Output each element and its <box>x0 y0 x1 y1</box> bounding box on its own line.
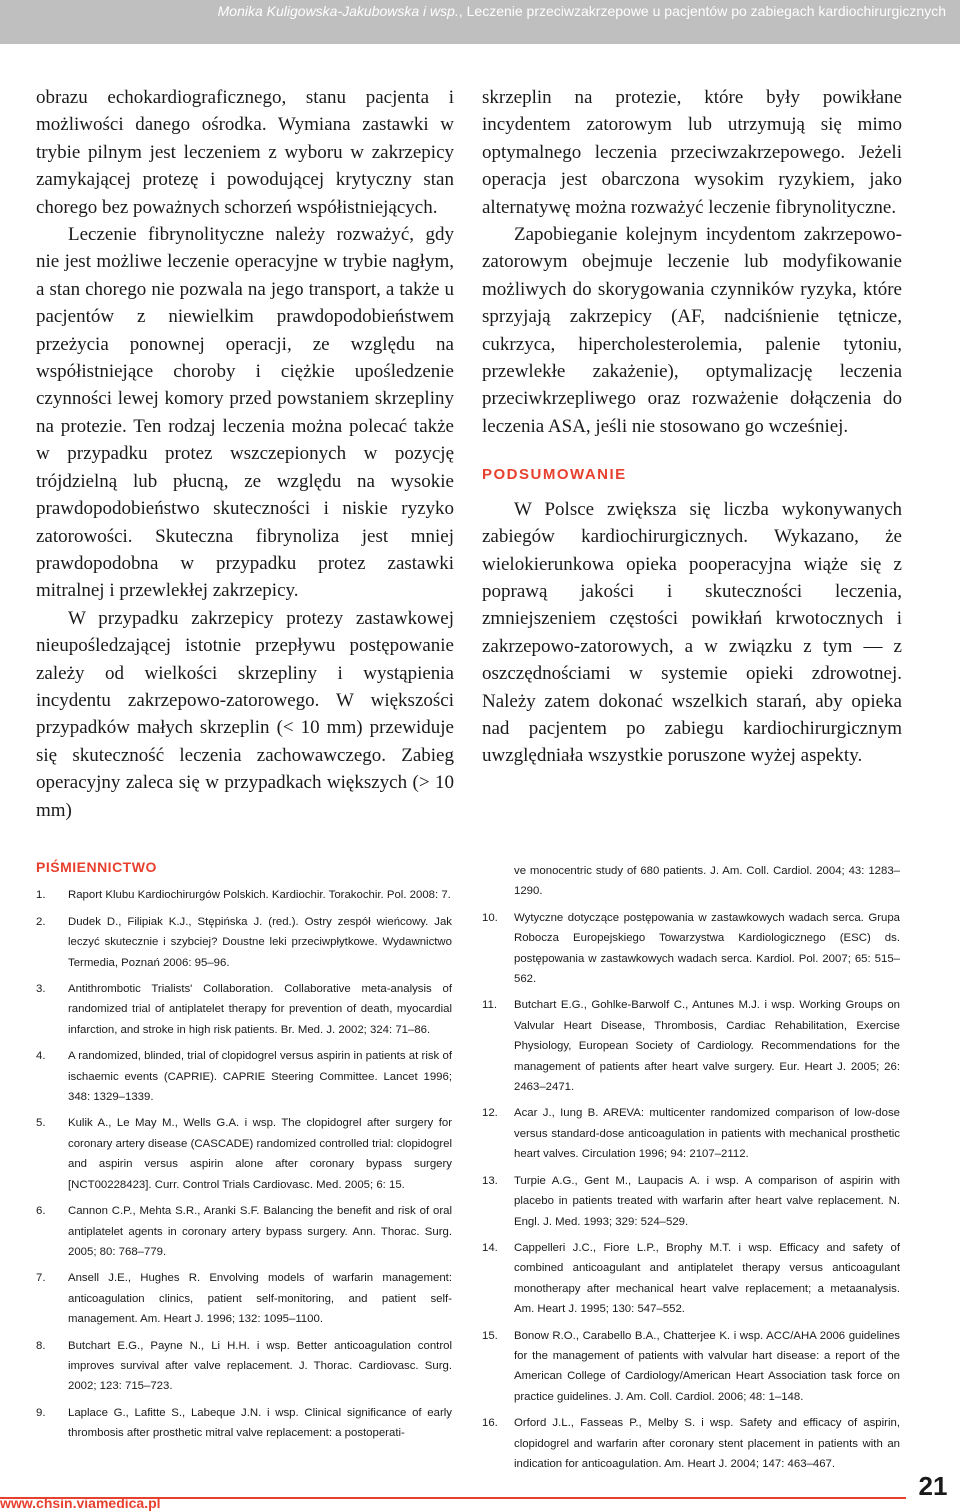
left-text-column <box>36 84 454 824</box>
reference-item <box>482 1413 900 1474</box>
reference-number: 8. <box>36 1339 46 1352</box>
reference-item <box>482 1103 900 1164</box>
left-paragraph-1: obrazu echokardiograficznego, stanu pacjenta i możliwości danego ośrodka. Wymiana zastawki w trybie pilnym jest leczeniem z wyboru w zakrzepicy zamykającej protezę i powodującej krytyczny stan chorego bez poważnych schorzeń współistniejących. <box>36 87 454 218</box>
reference-number: 9. <box>36 1406 46 1419</box>
reference-item <box>36 1268 452 1329</box>
reference-item <box>36 1046 452 1107</box>
left-paragraph-2: Leczenie fibrynolityczne należy rozważyć, gdy nie jest możliwe leczenie operacyjne w trybie nagłym, a stan chorego nie pozwala na jego transport, a także u pacjentów z niewielkim prawdopodobieństwem przeżycia ponownej operacji, ze względu na współistniejące choroby i ciężkie upośledzenie czynności lewej komory przed powstaniem skrzepliny na protezie. Ten rodzaj leczenia można polecać także w przypadku protez wszczepionych w pozycję trójdzielną lub płucną, ze względu na wysokie prawdopodobieństwo skuteczności i niskie ryzyko zatorowości. Skuteczna fibrynoliza jest mniej prawdopodobna w przypadku protez zastawki mitralnej i przewlekłej zakrzepicy. <box>36 224 454 602</box>
reference-item <box>482 1238 900 1320</box>
reference-continuation: ve monocentric study of 680 patients. J. Am. Coll. Cardiol. 2004; 43: 1283–1290. <box>514 865 900 898</box>
reference-text: A randomized, blinded, trial of clopidogrel versus aspirin in patients at risk of ischaemic events (CAPRIE). CAPRIE Steering Committee. Lancet 1996; 348: 1329–1339. <box>68 1050 452 1104</box>
reference-number: 5. <box>36 1117 46 1130</box>
summary-paragraph: W Polsce zwiększa się liczba wykonywanych zabiegów kardiochirurgicznych. Wykazano, że wielokierunkowa opieka pooperacyjna wiąże się z poprawą jakości i skuteczności leczenia, zmniejszeniem częstości powikłań krwotocznych i zakrzepowo-zatorowych, a w związku z tym — z oszczędnościami w systemie opieki zdrowotnej. Należy zatem dokonać wszelkich starań, aby opieka nad pacjentem po zabiegu kardiochirurgicznym uwzględniała wszystkie poruszone wyżej aspekty. <box>482 498 902 767</box>
summary-heading: PODSUMOWANIE <box>482 466 627 484</box>
reference-text: Turpie A.G., Gent M., Laupacis A. i wsp. A comparison of aspirin with placebo in patients treated with warfarin after heart valve replacement. N. Engl. J. Med. 1993; 329: 524–529. <box>514 1174 900 1228</box>
reference-number: 13. <box>482 1174 498 1187</box>
references-left <box>36 857 452 1450</box>
header-authors: Monika Kuligowska-Jakubowska i wsp. <box>217 3 459 19</box>
reference-item <box>482 1171 900 1232</box>
reference-item <box>36 885 452 905</box>
reference-text: Kulik A., Le May M., Wells G.A. i wsp. The clopidogrel after surgery for coronary artery disease (CASCADE) randomized controlled trial: clopidogrel and aspirin versus aspirin alone after coronary bypass surgery [NCT00228423]. Curr. Control Trials Cardiovasc. Med. 2005; 6: 15. <box>68 1117 452 1191</box>
page-number: 21 <box>906 1468 960 1512</box>
reference-number: 6. <box>36 1205 46 1218</box>
reference-number: 4. <box>36 1050 46 1063</box>
reference-text: Butchart E.G., Gohlke-Barwolf C., Antunes M.J. i wsp. Working Groups on Valvular Heart Disease, Thrombosis, Cardiac Rehabilitation, Exercise Physiology, European Society of Cardiology. Recommendations for the management of patients after heart valve surgery. Eur. Heart J. 2005; 26: 2463–2471. <box>514 999 900 1094</box>
reference-number: 10. <box>482 911 498 924</box>
references-heading: PIŚMIENNICTWO <box>36 859 157 875</box>
left-paragraph-3: W przypadku zakrzepicy protezy zastawkowej nieupośledzającej istotnie przepływu postępowanie zależy od wielkości skrzepliny i wystąpienia incydentu zakrzepowo-zatorowego. W większości przypadków małych skrzeplin (< 10 mm) przewiduje się skuteczność leczenia zachowawczego. Zabieg operacyjny zaleca się w przypadkach większych (> 10 mm) <box>36 607 454 821</box>
reference-text: Dudek D., Filipiak K.J., Stępińska J. (red.). Ostry zespół wieńcowy. Jak leczyć skutecznie i szybciej? Doustne leki przeciwpłytkowe. Wydawnictwo Termedia, Poznań 2006: 95–96. <box>68 915 452 969</box>
reference-number: 11. <box>482 999 497 1012</box>
footer-url[interactable]: www.chsin.viamedica.pl <box>0 1495 161 1511</box>
reference-item <box>36 1403 452 1444</box>
references-right <box>482 861 900 1480</box>
reference-text: Laplace G., Lafitte S., Labeque J.N. i wsp. Clinical significance of early thrombosis after prosthetic mitral valve replacement: a postoperati- <box>68 1406 452 1440</box>
reference-item <box>36 979 452 1040</box>
header-title: , Leczenie przeciwzakrzepowe u pacjentów po zabiegach kardiochirurgicznych <box>458 3 946 19</box>
reference-item <box>36 1201 452 1262</box>
reference-text: Bonow R.O., Carabello B.A., Chatterjee K. i wsp. ACC/AHA 2006 guidelines for the management of patients with valvular hart disease: a report of the American College of Cardiology/American Heart Association task force on practice guidelines. J. Am. Coll. Cardiol. 2006; 48: 1–148. <box>514 1329 900 1403</box>
running-header-text <box>218 3 946 19</box>
right-text-column <box>482 84 902 770</box>
right-paragraph-1: skrzeplin na protezie, które były powikłane incydentem zatorowym lub utrzymują się mimo optymalnego leczenia przeciwzakrzepowego. Jeżeli operacja jest obarczona wysokim ryzykiem, jako alternatywę można rozważyć leczenie fibrynolityczne. <box>482 87 902 218</box>
reference-item <box>36 1113 452 1195</box>
reference-number: 12. <box>482 1107 498 1120</box>
reference-text: Antithrombotic Trialists' Collaboration. Collaborative meta-analysis of randomized trial of antiplatelet therapy for prevention of death, myocardial infarction, and stroke in high risk patients. Br. Med. J. 2002; 324: 71–86. <box>68 983 452 1036</box>
reference-number: 16. <box>482 1417 498 1430</box>
reference-text: Wytyczne dotyczące postępowania w zastawkowych wadach serca. Grupa Robocza Europejskiego Towarzystwa Kardiologicznego (ESC) ds. postępowania w zastawkowych wadach serca. Kardiol. Pol. 2007; 65: 515–562. <box>514 911 900 986</box>
reference-number: 3. <box>36 983 46 996</box>
reference-number: 15. <box>482 1329 498 1342</box>
reference-text: Raport Klubu Kardiochirurgów Polskich. Kardiochir. Torakochir. Pol. 2008: 7. <box>68 889 451 902</box>
reference-number: 7. <box>36 1272 46 1285</box>
reference-text: Ansell J.E., Hughes R. Envolving models of warfarin management: anticoagulation clinics, patient self-monitoring, and patient self-management. Am. Heart J. 1996; 132: 1095–1100. <box>68 1272 452 1326</box>
reference-text: Cannon C.P., Mehta S.R., Aranki S.F. Balancing the benefit and risk of oral antiplatelet agents in coronary artery bypass surgery. Ann. Thorac. Surg. 2005; 80: 768–779. <box>68 1205 452 1258</box>
reference-item <box>36 1336 452 1397</box>
running-header <box>0 0 960 44</box>
reference-number: 2. <box>36 915 46 928</box>
reference-number: 14. <box>482 1241 498 1254</box>
reference-item <box>36 912 452 973</box>
reference-text: Acar J., Iung B. AREVA: multicenter randomized comparison of low-dose versus standard-dose anticoagulation in patients with mechanical prosthetic heart valves. Circulation 1996; 94: 2107–2112. <box>514 1107 900 1161</box>
reference-item <box>482 995 900 1097</box>
reference-text: Orford J.L., Fasseas P., Melby S. i wsp. Safety and efficacy of aspirin, clopidogrel and warfarin after coronary stent placement in patients with an indication for anticoagulation. Am. Heart J. 2004; 147: 463–467. <box>514 1417 900 1470</box>
reference-number: 1. <box>36 889 46 902</box>
reference-text: Butchart E.G., Payne N., Li H.H. i wsp. Better anticoagulation control improves survival after valve replacement. J. Thorac. Cardiovasc. Surg. 2002; 123: 715–723. <box>68 1339 452 1393</box>
reference-text: Cappelleri J.C., Fiore L.P., Brophy M.T. i wsp. Efficacy and safety of combined anticoagulant and antiplatelet therapy versus anticoagulant monotherapy after mechanical heart valve replacement; a metaanalysis. Am. Heart J. 1995; 130: 547–552. <box>514 1241 900 1316</box>
reference-item <box>482 908 900 990</box>
reference-item <box>482 1326 900 1408</box>
right-paragraph-2: Zapobieganie kolejnym incydentom zakrzepowo-zatorowym obejmuje leczenie lub modyfikowanie możliwych do skorygowania czynników ryzyka, które sprzyjają zakrzepicy (AF, nadciśnienie tętnicze, cukrzyca, hipercholesterolemia, palenie tytoniu, przewlekłe zakażenie), optymalizację leczenia przeciwkrzepliwego oraz rozważenie dołączenia do leczenia ASA, jeśli nie stosowano go wcześniej. <box>482 224 902 437</box>
